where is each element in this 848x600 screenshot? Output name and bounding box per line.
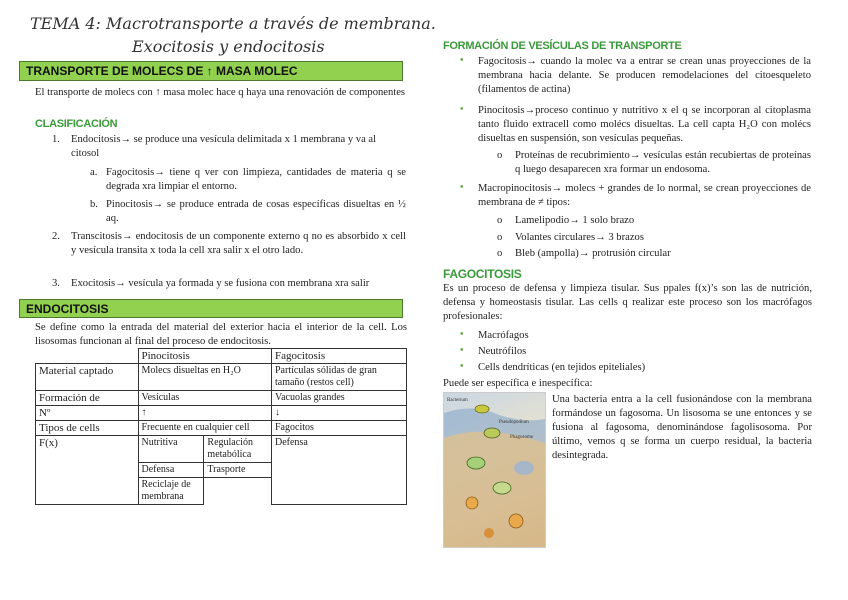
intro-text: El transporte de molecs con ↑ masa molec hace q haya una renovación de componentes: [35, 87, 406, 98]
circle-bullet-icon: o: [497, 248, 503, 259]
label-phagosome: Phagosome: [510, 435, 534, 440]
cell: Vacuolas grandes: [272, 391, 407, 406]
list-letter: b.: [90, 199, 98, 210]
cell: ↑: [138, 406, 272, 421]
table-row: [36, 364, 407, 391]
table-row: [36, 406, 407, 421]
bullet-icon: •: [460, 182, 464, 193]
table-row: [36, 436, 407, 463]
cell: Defensa: [272, 436, 407, 505]
col-header-fagocitosis: Fagocitosis: [272, 349, 407, 364]
list-item-endocitosis: Endocitosis→ se produce una vesícula delimitada x 1 membrana y va al citosol: [71, 134, 377, 159]
table-row: [36, 391, 407, 406]
cell-type-item: Neutrófilos: [478, 346, 527, 357]
circle-bullet-icon: o: [497, 215, 503, 226]
list-item-pinocitosis: Pinocitosis→ se produce entrada de cosas específicas disueltas en ½ aq.: [106, 199, 406, 224]
cell: Reciclaje de membrana: [138, 478, 204, 505]
endocitosis-text: Se define como la entrada del material del exterior hacia el interior de la cell. Los lisosomas funcionan al final del proceso de endocitosis.: [35, 322, 407, 347]
vesicle-formation-heading: FORMACIÓN DE VESÍCULAS DE TRANSPORTE: [443, 40, 682, 52]
list-number: 1.: [52, 134, 60, 145]
row-label: Tipos de cells: [36, 421, 139, 436]
sub-bullet-lamelipodio: Lamelipodio→ 1 solo brazo: [515, 215, 635, 226]
table-row: [36, 421, 407, 436]
row-label: Nº: [36, 406, 139, 421]
list-item-exocitosis: Exocitosis→ vesícula ya formada y se fusiona con membrana xra salir: [71, 278, 370, 289]
cell-type-item: Macrófagos: [478, 330, 529, 341]
bullet-pinocitosis: Pinocitosis→proceso continuo y nutritivo x el q se incorporan al citoplasma tanto fluido extracell como molécs disueltas. La cell capta H₂O con molécs disueltas en suspensión, son vesículas pequeñas.: [478, 105, 811, 144]
bullet-icon: •: [460, 55, 464, 66]
bullet-icon: •: [460, 361, 464, 372]
sub-bullet-proteinas: Proteínas de recubrimiento→ vesículas están recubiertas de proteínas q luego desaparecen xra formar un endosoma.: [515, 150, 811, 175]
list-item-transcitosis: Transcitosis→ endocitosis de un componente externo q no es absorbido x cell y vesícula transita x toda la cell xra salir x el otro lado.: [71, 231, 406, 256]
fagocitosis-heading: FAGOCITOSIS: [443, 267, 522, 281]
cell: Vesículas: [138, 391, 272, 406]
classification-heading: CLASIFICACIÓN: [35, 118, 118, 130]
circle-bullet-icon: o: [497, 150, 503, 161]
row-label: F(x): [36, 436, 139, 505]
cell: Nutritiva: [138, 436, 204, 463]
list-item-fagocitosis: Fagocitosis→ tiene q ver con limpieza, cantidades de materia q se degrada xra limpiar el entorno.: [106, 167, 406, 192]
sub-bullet-bleb: Bleb (ampolla)→ protrusión circular: [515, 248, 671, 259]
row-label: Material captado: [36, 364, 139, 391]
bullet-fagocitosis: Fagocitosis→ cuando la molec va a entrar se crean unas proyecciones de la membrana hacia delante. Se producen remodelaciones del citoesqueleto (filamentos de actina): [478, 56, 811, 95]
phagocytosis-diagram: [444, 393, 545, 547]
cell-type-item: Cells dendríticas (en tejidos epiteliales): [478, 362, 646, 373]
bullet-icon: •: [460, 104, 464, 115]
phagocytosis-caption: Una bacteria entra a la cell fusionándose con la membrana formándose un fagosoma. Un lisosoma se une entonces y se fusiona al fagosoma, denominándose fagolisosoma. Por último, vemos q se forma un cuerpo residual, la bacteria desintegrada.: [552, 394, 812, 461]
phagocytosis-illustration: [443, 392, 546, 548]
section-header-transport: TRANSPORTE DE MOLECS DE ↑ MASA MOLEC: [19, 61, 403, 81]
cell: ↓: [272, 406, 407, 421]
cell: Defensa: [138, 463, 204, 478]
list-letter: a.: [90, 167, 98, 178]
cell: Regulación metabólica: [204, 436, 272, 463]
comparison-table: [35, 348, 407, 505]
circle-bullet-icon: o: [497, 232, 503, 243]
cell: Frecuente en cualquier cell: [138, 421, 272, 436]
cell: Partículas sólidas de gran tamaño (restos cell): [272, 364, 407, 391]
row-label: Formación de: [36, 391, 139, 406]
list-number: 3.: [52, 278, 60, 289]
cell: Trasporte: [204, 463, 272, 478]
bullet-icon: •: [460, 345, 464, 356]
fagocitosis-text: Es un proceso de defensa y limpieza tisular. Sus ppales f(x)’s son las de nutrición, defensa y homeostasis tisular. Las cells q realizar este proceso son los macrófagos profesionales:: [443, 283, 812, 322]
col-header-pinocitosis: Pinocitosis: [138, 349, 272, 364]
bullet-icon: •: [460, 329, 464, 340]
section-header-endocitosis: ENDOCITOSIS: [19, 299, 403, 318]
cell: Fagocitos: [272, 421, 407, 436]
bullet-macropinocitosis: Macropinocitosis→ molecs + grandes de lo normal, se crean proyecciones de membrana de ≠ tipos:: [478, 183, 811, 208]
label-pseudopodium: Pseudopodium: [499, 420, 529, 425]
label-bacterium: Bacterium: [447, 398, 468, 403]
sub-bullet-volantes: Volantes circulares→ 3 brazos: [515, 232, 644, 243]
title-line-2: Exocitosis y endocitosis: [132, 37, 325, 56]
list-number: 2.: [52, 231, 60, 242]
title-line-1: TEMA 4: Macrotransporte a través de membrana.: [30, 14, 436, 33]
specific-text: Puede ser específica e inespecífica:: [443, 378, 593, 389]
cell: Molecs disueltas en H₂O: [138, 364, 272, 391]
